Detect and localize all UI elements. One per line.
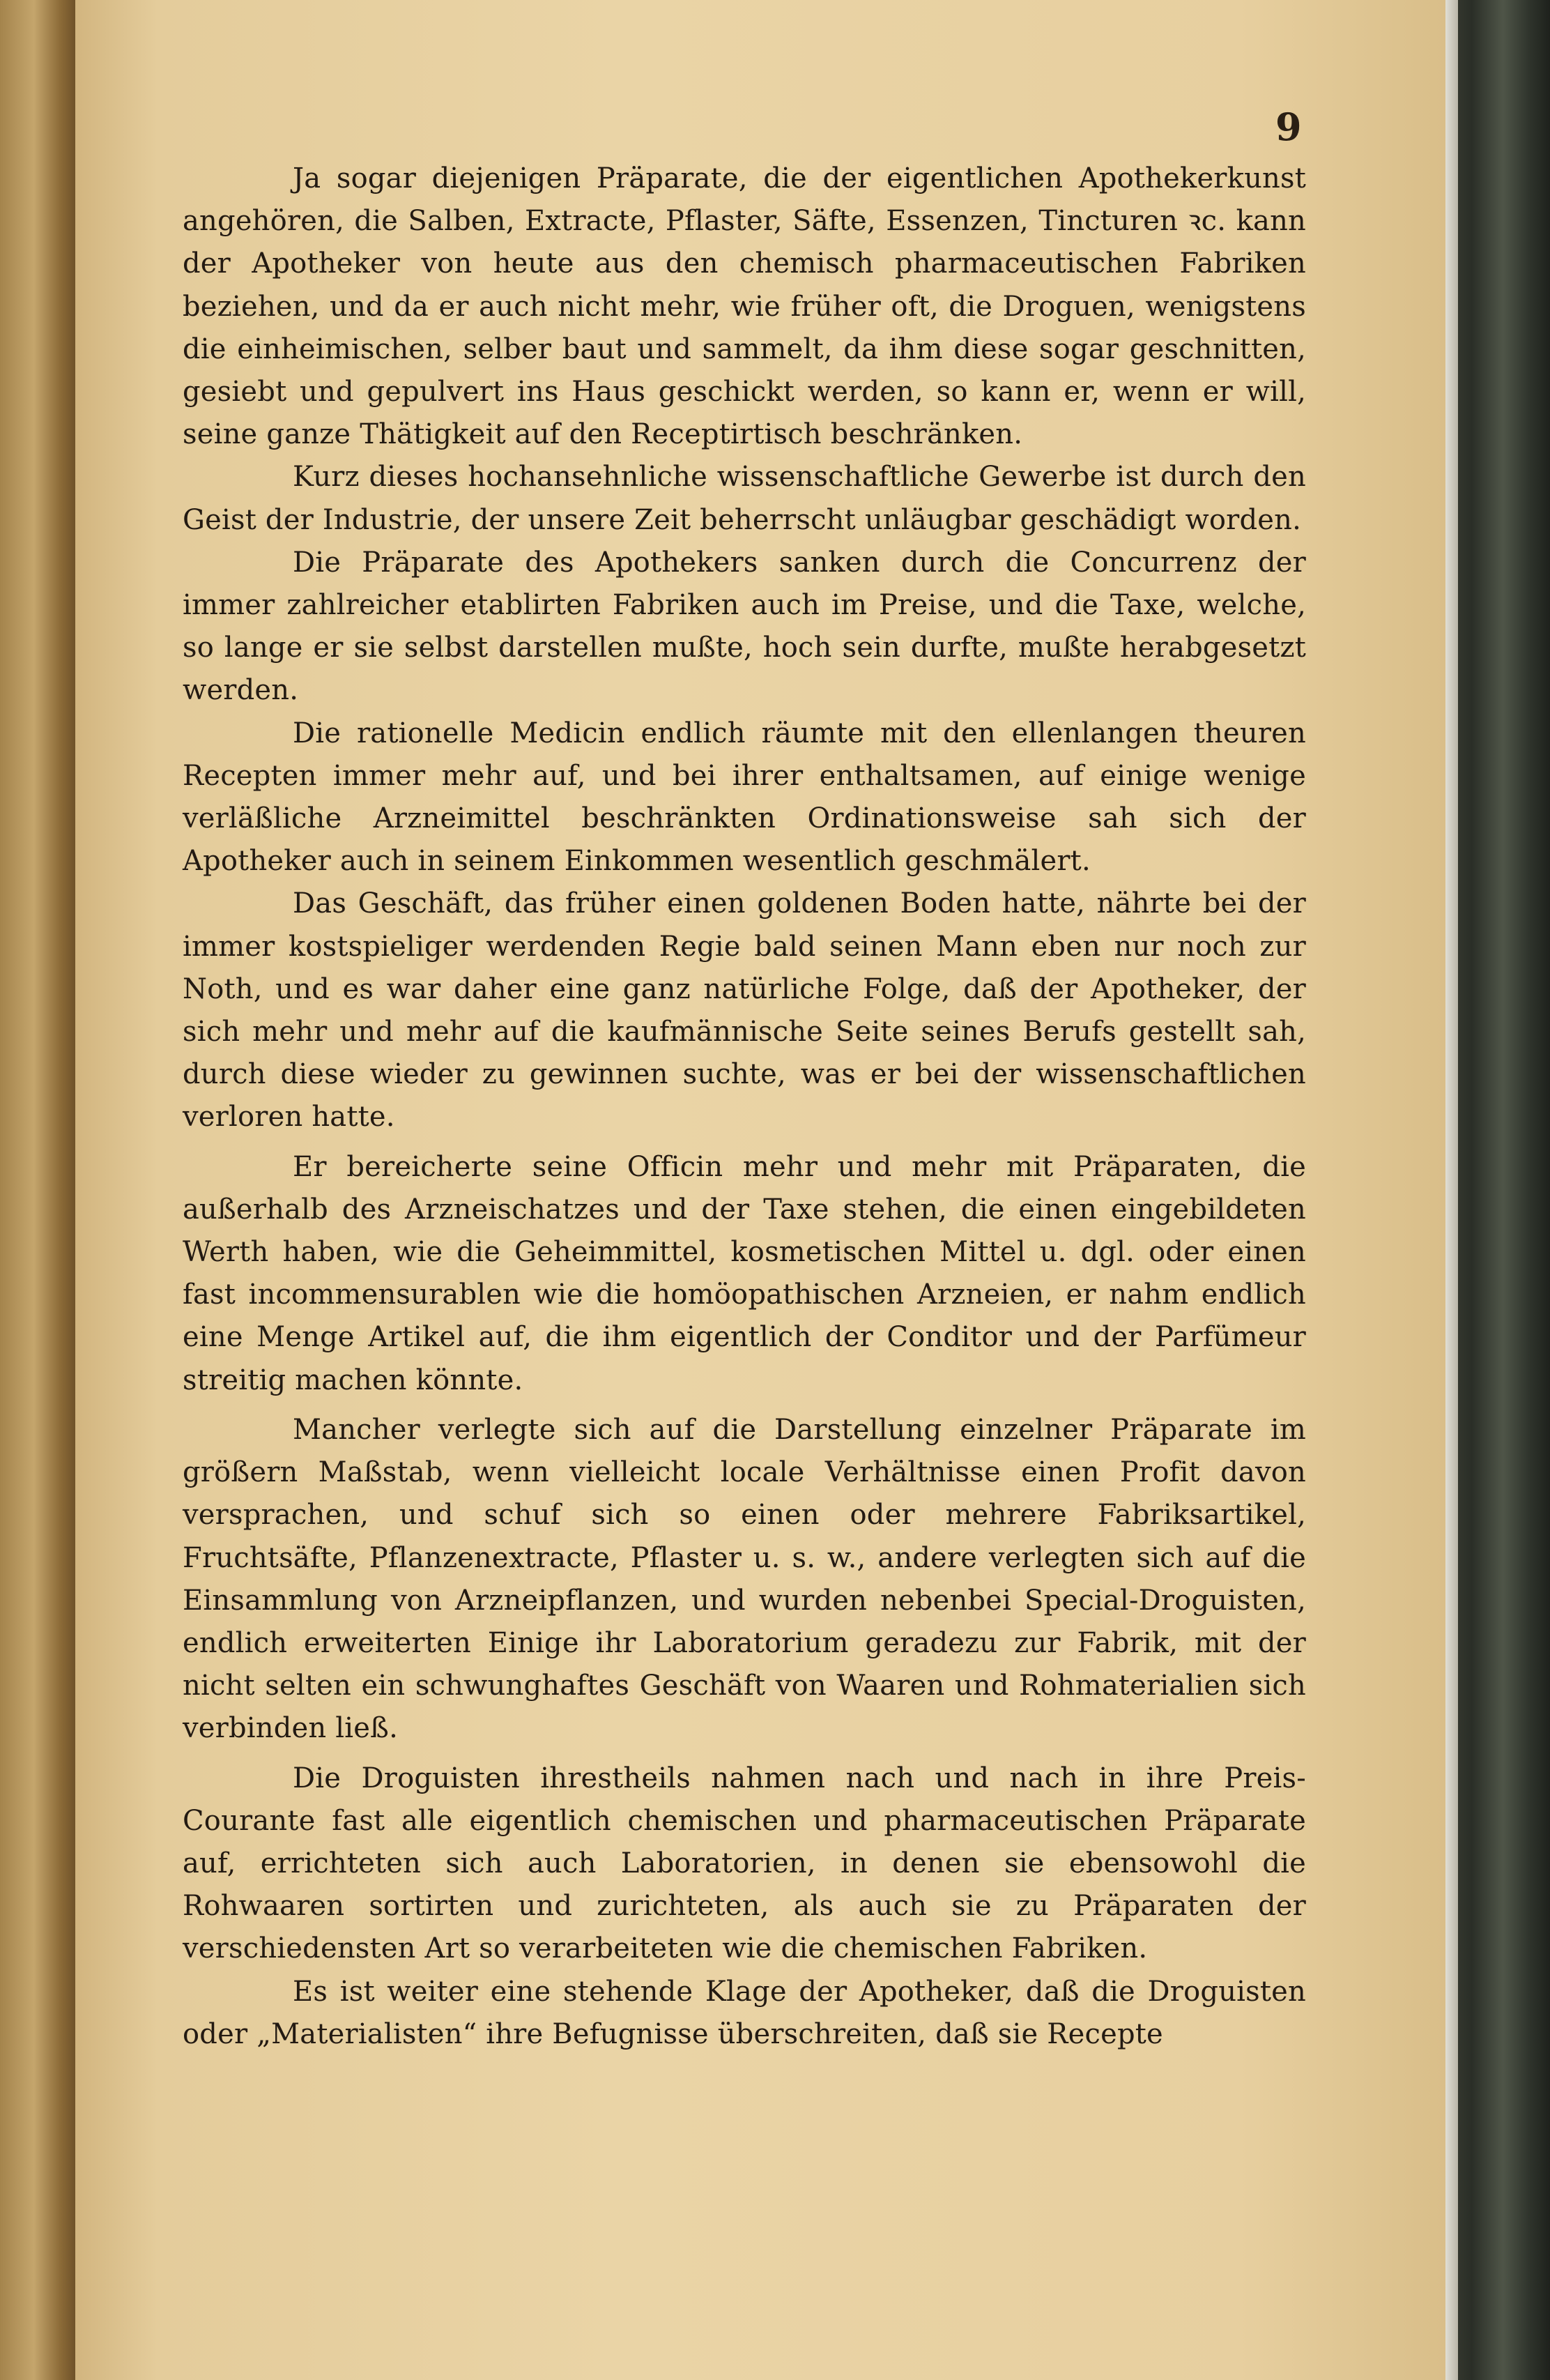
previous-page-edge [0,0,75,2380]
paragraph: Ja sogar diejenigen Präparate, die der eigentlichen Apothekerkunst angehören, die Salben, Extracte, Pflaster, Säfte, Essenzen, Tincturen ꝛc. kann der Apotheker von heute aus den chemisch pharmaceutischen Fabriken beziehen, und da er auch nicht mehr, wie früher oft, die Droguen, wenigstens die einheimischen, selber baut und sammelt, da ihm diese sogar geschnitten, gesiebt und gepulvert ins Haus geschickt werden, so kann er, wenn er will, seine ganze Thätigkeit auf den Receptirtisch beschränken. [183,162,1306,451]
paragraph: Das Geschäft, das früher einen goldenen Boden hatte, nährte bei der immer kostspieliger werdenden Regie bald seinen Mann eben nur noch zur Noth, und es war daher eine ganz natürliche Folge, daß der Apotheker, der sich mehr und mehr auf die kaufmännische Seite seines Berufs gestellt sah, durch diese wieder zu gewinnen suchte, was er bei der wissenschaftlichen verloren hatte. [183,887,1306,1134]
paragraph: Es ist weiter eine stehende Klage der Apotheker, daß die Droguisten oder „Materialisten“ ihre Befugnisse überschreiten, daß sie Recepte [183,1975,1306,2050]
paragraph: Die Präparate des Apothekers sanken durch die Concurrenz der immer zahlreicher etablirten Fabriken auch im Preise, und die Taxe, welche, so lange er sie selbst darstellen mußte, hoch sein durfte, mußte herabgesetzt werden. [183,546,1306,707]
paragraph: Die Droguisten ihrestheils nahmen nach und nach in ihre Preis-Courante fast alle eigentlich chemischen und pharmaceutischen Präparate auf, errichteten sich auch Laboratorien, in denen sie ebensowohl die Rohwaaren sortirten und zurichteten, als auch sie zu Präparaten der verschiedensten Art so verarbeiteten wie die chemischen Fabriken. [183,1762,1306,1965]
paragraph: Mancher verlegte sich auf die Darstellung einzelner Präparate im größern Maßstab, wenn vielleicht locale Verhältnisse einen Profit davon versprachen, und schuf sich so einen oder mehrere Fabriksartikel, Fruchtsäfte, Pflanzenextracte, Pflaster u. s. w., andere verlegten sich auf die Einsammlung von Arzneipflanzen, und wurden nebenbei Special-Droguisten, endlich erweiterten Einige ihr Laboratorium geradezu zur Fabrik, mit der nicht selten ein schwunghaftes Geschäft von Waaren und Rohmaterialien sich verbinden ließ. [183,1413,1306,1745]
paragraph: Die rationelle Medicin endlich räumte mit den ellenlangen theuren Recepten immer mehr auf, und bei ihrer enthaltsamen, auf einige wenige verläßliche Arzneimittel beschränkten Ordinationsweise sah sich der Apotheker auch in seinem Einkommen wesentlich geschmälert. [183,717,1306,878]
page-number: 9 [1275,105,1302,149]
paragraph: Kurz dieses hochansehnliche wissenschaftliche Gewerbe ist durch den Geist der Industrie, der unsere Zeit beherrscht unläugbar geschädigt worden. [183,461,1306,536]
book-binding-edge [1445,0,1550,2380]
paragraph: Er bereicherte seine Officin mehr und mehr mit Präparaten, die außerhalb des Arzneischatzes und der Taxe stehen, die einen eingebildeten Werth haben, wie die Geheimmittel, kosmetischen Mittel u. dgl. oder einen fast incommensurablen wie die homöopathischen Arzneien, er nahm endlich eine Menge Artikel auf, die ihm eigentlich der Conditor und der Parfümeur streitig machen könnte. [183,1150,1306,1396]
body-text [183,158,1306,2056]
